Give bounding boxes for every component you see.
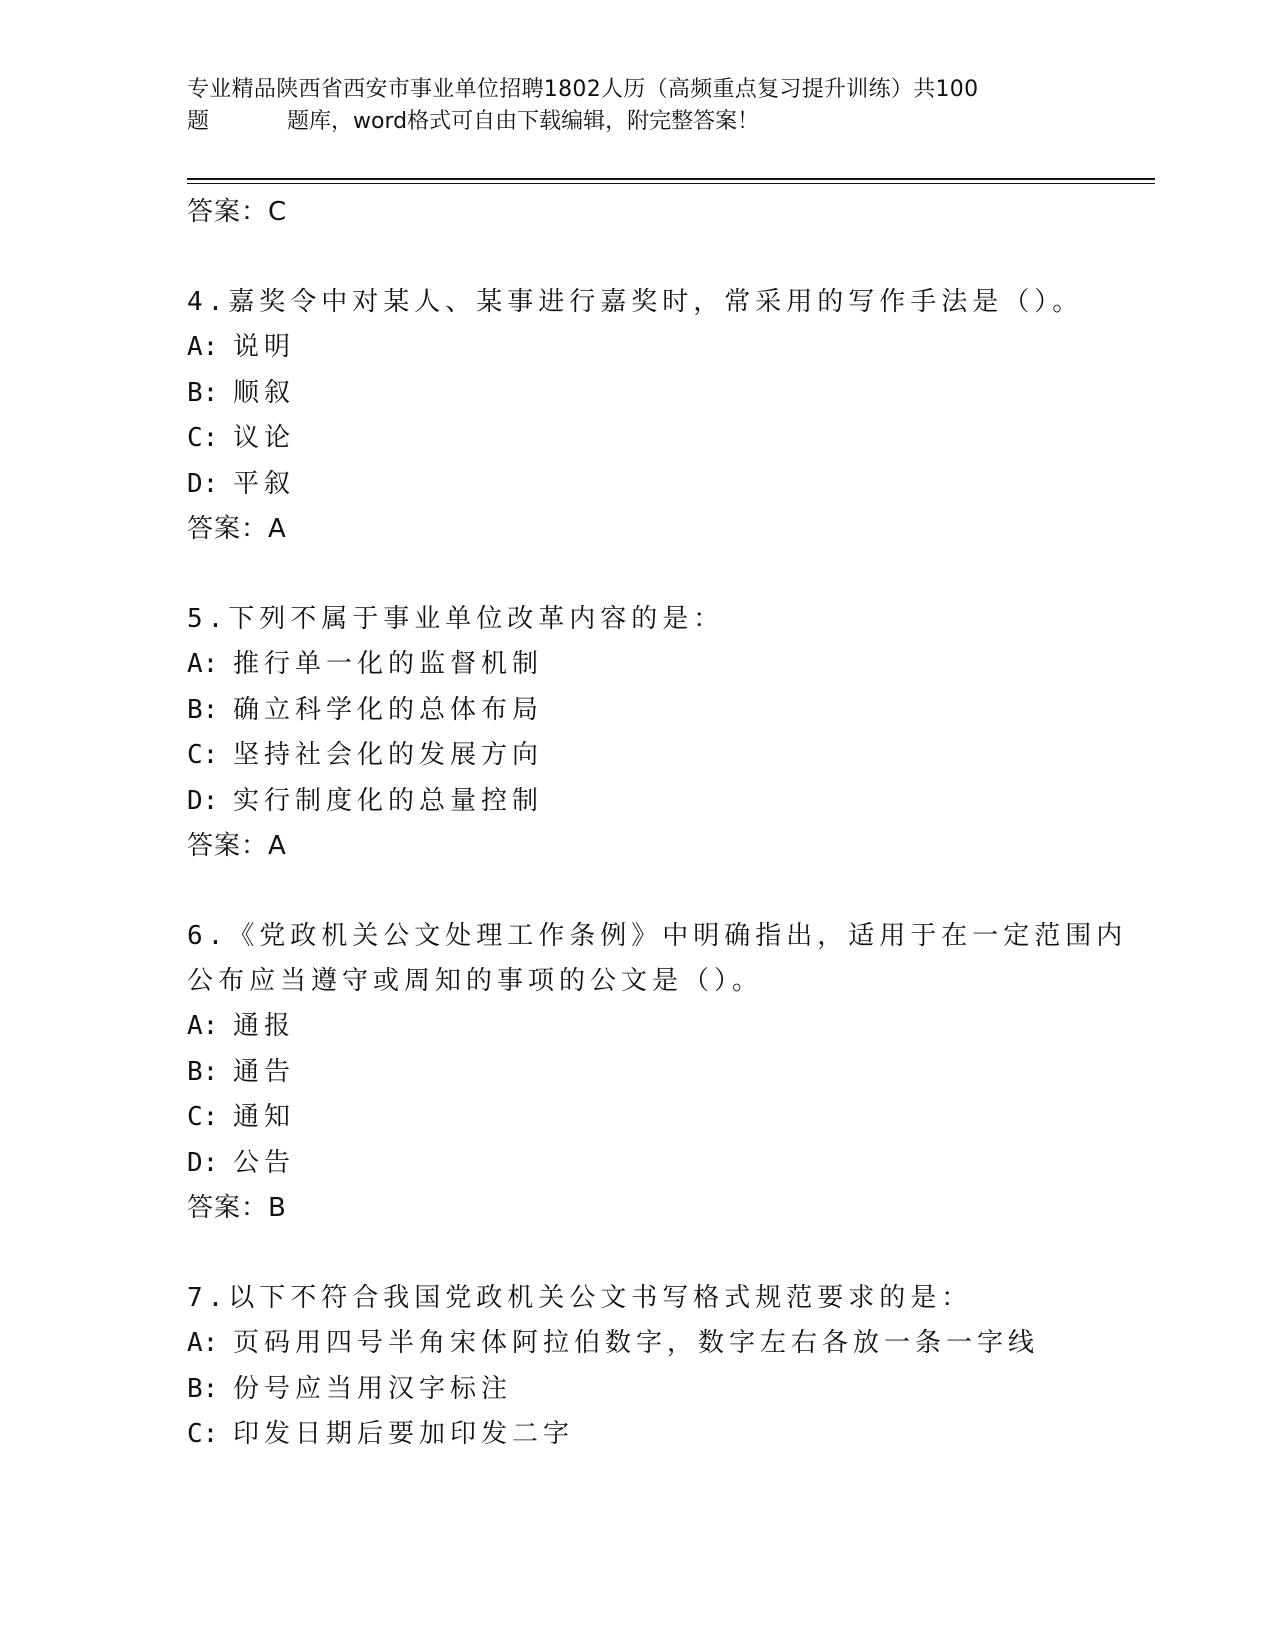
answer-label: 答案：A [187, 514, 287, 544]
option-key: C: [187, 423, 219, 453]
option-key: A: [187, 332, 219, 362]
page-header [187, 74, 1067, 138]
option-d [187, 462, 1147, 508]
option-text: 顺叙 [233, 377, 296, 408]
option-b [187, 371, 1147, 417]
option-key: A: [187, 1011, 219, 1041]
option-text: 说明 [233, 332, 296, 362]
option-key: C: [187, 1419, 219, 1449]
option-text: 公告 [233, 1147, 296, 1178]
answer-label: 答案：C [187, 197, 288, 227]
title-wrap-char: 题 [187, 109, 210, 134]
option-key: D: [187, 785, 219, 816]
option-key: D: [187, 1147, 219, 1178]
option-b [187, 1050, 1147, 1096]
option-b [187, 688, 1147, 734]
option-text: 推行单一化的监督机制 [233, 649, 544, 679]
answer-label: 答案：A [187, 831, 287, 861]
option-key: A: [187, 649, 219, 679]
question-6 [187, 914, 1147, 1230]
document-title-line-2 [187, 106, 1067, 138]
question-5 [187, 597, 1147, 868]
option-key: B: [187, 1056, 219, 1087]
question-stem: 6.《党政机关公文处理工作条例》中明确指出，适用于在一定范围内公布应当遵守或周知的事项的公文是（）。 [187, 921, 1128, 996]
question-stem: 7.以下不符合我国党政机关公文书写格式规范要求的是： [187, 1283, 973, 1313]
option-key: C: [187, 1102, 219, 1132]
option-text: 通告 [233, 1056, 296, 1087]
question-4 [187, 280, 1147, 551]
option-key: B: [187, 1373, 219, 1404]
title-subtitle: 题库，word格式可自由下载编辑，附完整答案！ [287, 109, 760, 134]
option-c [187, 1095, 1147, 1141]
option-key: D: [187, 468, 219, 499]
question-list [187, 190, 1147, 1458]
option-d [187, 779, 1147, 825]
question-7 [187, 1276, 1147, 1458]
document-title-line-1: 专业精品陕西省西安市事业单位招聘1802人历（高频重点复习提升训练）共100 [187, 77, 979, 102]
header-divider [187, 178, 1155, 184]
option-c [187, 416, 1147, 462]
option-text: 坚持社会化的发展方向 [233, 740, 544, 770]
option-a [187, 1321, 1147, 1367]
option-key: A: [187, 1328, 219, 1358]
question-stem: 5.下列不属于事业单位改革内容的是： [187, 604, 725, 634]
option-text: 印发日期后要加印发二字 [233, 1419, 575, 1449]
option-text: 通报 [233, 1011, 296, 1041]
option-text: 确立科学化的总体布局 [233, 694, 544, 725]
option-key: B: [187, 377, 219, 408]
option-a [187, 325, 1147, 371]
option-text: 通知 [233, 1102, 296, 1132]
option-d [187, 1141, 1147, 1187]
option-text: 平叙 [233, 468, 296, 499]
option-text: 实行制度化的总量控制 [233, 785, 544, 816]
option-key: C: [187, 740, 219, 770]
option-key: B: [187, 694, 219, 725]
option-text: 议论 [233, 423, 296, 453]
answer-label: 答案：B [187, 1193, 287, 1223]
option-text: 页码用四号半角宋体阿拉伯数字，数字左右各放一条一字线 [233, 1328, 1040, 1358]
option-a [187, 1004, 1147, 1050]
option-c [187, 733, 1147, 779]
option-text: 份号应当用汉字标注 [233, 1373, 513, 1404]
option-a [187, 642, 1147, 688]
question-stem: 4.嘉奖令中对某人、某事进行嘉奖时，常采用的写作手法是（）。 [187, 287, 1084, 317]
option-c [187, 1412, 1147, 1458]
option-b [187, 1367, 1147, 1413]
